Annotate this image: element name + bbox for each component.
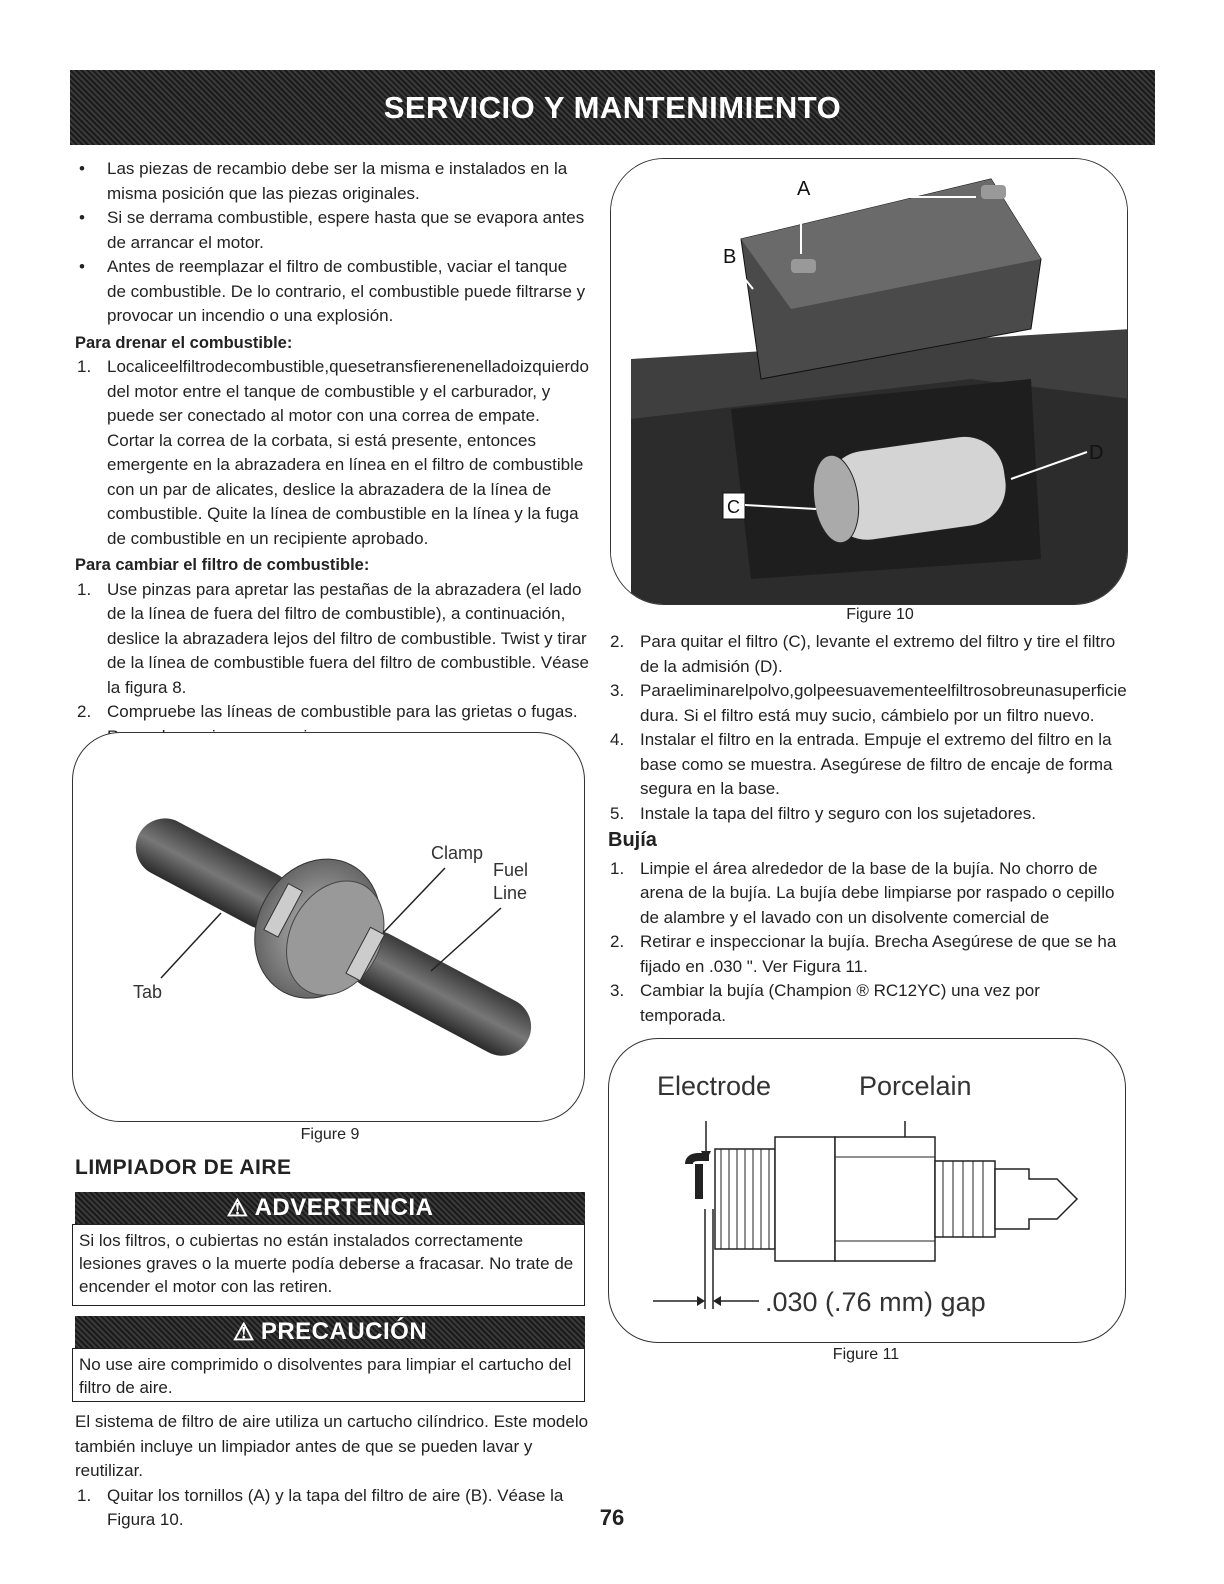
- filter-step: 4. Instalar el filtro en la entrada. Empuje el extremo del filtro en la base como se muestra. Asegúrese de filtro de encaje de forma segura en la base.: [610, 730, 1113, 798]
- caution-bar: [75, 1316, 585, 1348]
- warning-icon: ⚠: [226, 1194, 249, 1222]
- label-c: C: [727, 497, 740, 517]
- warning-bar: [75, 1192, 585, 1224]
- label-gap: .030 (.76 mm) gap: [765, 1287, 986, 1317]
- fuel-filter-illustration: [73, 733, 585, 1122]
- air-step: 1. Quitar los tornillos (A) y la tapa del filtro de aire (B). Véase la Figura 10.: [77, 1485, 564, 1529]
- bullet-item: • Antes de reemplazar el filtro de combustible, vaciar el tanque de combustible. De lo contrario, el combustible puede filtrarse y provocar un incendio o una explosión.: [79, 257, 586, 325]
- label-clamp: Clamp: [431, 843, 484, 863]
- spark-plug-heading: Bujía: [608, 829, 657, 851]
- change-step: 1. Use pinzas para apretar las pestañas de la abrazadera (el lado de la línea de fuera del filtro de combustible), a continuación, deslice la abrazadera lejos del filtro de combustible. Twist y tirar de la línea de combustible fuera del filtro de combustible. Véase la figura 8.: [77, 579, 589, 697]
- label-porcelain: Porcelain: [859, 1071, 972, 1101]
- caution-box: [72, 1348, 585, 1402]
- filter-step: 3. Paraeliminarelpolvo,golpeesuavementeelfiltrosobreunasuperficie dura. Si el filtro está muy sucio, cámbielo por un filtro nuevo.: [610, 681, 1127, 725]
- drain-step: 1. Localiceelfiltrodecombustible,quesetransfierenenelladoizquierdo del motor entre el tanque de combustible y el carburador, y puede ser conectado al motor con una correa de empate. Cortar la correa de la corbata, si está presente, entonces emergente en la abrazadera en línea en el filtro de combustible con un par de alicates, deslice la abrazadera de la línea de combustible. Quite la línea de combustible en la línea y la fuga de combustible en un recipiente aprobado.: [77, 357, 589, 548]
- bullet-item: • Si se derrama combustible, espere hasta que se evapora antes de arrancar el motor.: [79, 208, 585, 252]
- warning-title: ADVERTENCIA: [254, 1194, 434, 1221]
- figure-9-caption: Figure 9: [300, 1126, 360, 1143]
- label-d: D: [1089, 442, 1104, 464]
- left-column-text: [75, 157, 590, 749]
- label-line: Line: [493, 883, 528, 903]
- air-filter-illustration: [611, 159, 1128, 605]
- section-banner: [70, 70, 1155, 145]
- figure-9-fuel-filter: [72, 732, 585, 1122]
- spark-plug-step: 3. Cambiar la bujía (Champion ® RC12YC) una vez por temporada.: [610, 981, 1040, 1025]
- figure-11-caption: Figure 11: [832, 1346, 900, 1363]
- right-column-text: [608, 630, 1128, 1028]
- change-step: 2. Compruebe las líneas de combustible para las grietas o fugas.: [77, 702, 578, 721]
- filter-step: 2. Para quitar el filtro (C), levante el extremo del filtro y tire el filtro de la admisión (D).: [610, 632, 1116, 676]
- air-paragraph: El sistema de filtro de aire utiliza un cartucho cilíndrico. Este modelo también incluye un limpiador antes de que se pueden lavar y reutilizar.: [75, 1412, 589, 1480]
- label-tab: Tab: [133, 982, 163, 1002]
- label-a: A: [797, 178, 811, 200]
- figure-10-air-filter: [610, 158, 1128, 605]
- spark-plug-illustration: [609, 1039, 1126, 1343]
- page-number: 76: [599, 1505, 625, 1530]
- drain-heading: Para drenar el combustible:: [75, 333, 293, 352]
- label-electrode: Electrode: [657, 1071, 772, 1101]
- bullet-item: • Las piezas de recambio debe ser la misma e instalados en la misma posición que las piezas originales.: [79, 159, 568, 203]
- caution-text: No use aire comprimido o disolventes para limpiar el cartucho del filtro de aire.: [79, 1355, 572, 1397]
- label-b: B: [723, 246, 737, 268]
- warning-box: [72, 1224, 585, 1306]
- section-title: SERVICIO Y MANTENIMIENTO: [383, 89, 842, 125]
- label-fuel: Fuel: [493, 860, 529, 880]
- figure-11-spark-plug: [608, 1038, 1126, 1343]
- figure-10-caption: Figure 10: [846, 606, 914, 623]
- filter-step: 5. Instale la tapa del filtro y seguro con los sujetadores.: [610, 803, 1036, 823]
- change-heading: Para cambiar el filtro de combustible:: [75, 556, 370, 574]
- caution-title: PRECAUCIÓN: [260, 1318, 428, 1345]
- spark-plug-step: 1. Limpie el área alrededor de la base de la bujía. No chorro de arena de la bujía. La bujía debe limpiarse por raspado o cepillo de alambre y el lavado con un disolvente comercial de: [610, 858, 1115, 927]
- warning-text: Si los filtros, o cubiertas no están instalados correctamente lesiones graves o la muerte podía deberse a fracasar. No trate de encender el motor con las retiren.: [79, 1231, 574, 1296]
- spark-plug-step: 2. Retirar e inspeccionar la bujía. Brecha Asegúrese de que se ha fijado en .030 ". Ver Figura 11.: [610, 932, 1117, 976]
- air-cleaner-heading: LIMPIADOR DE AIRE: [75, 1156, 292, 1179]
- caution-icon: ⚠: [232, 1318, 255, 1346]
